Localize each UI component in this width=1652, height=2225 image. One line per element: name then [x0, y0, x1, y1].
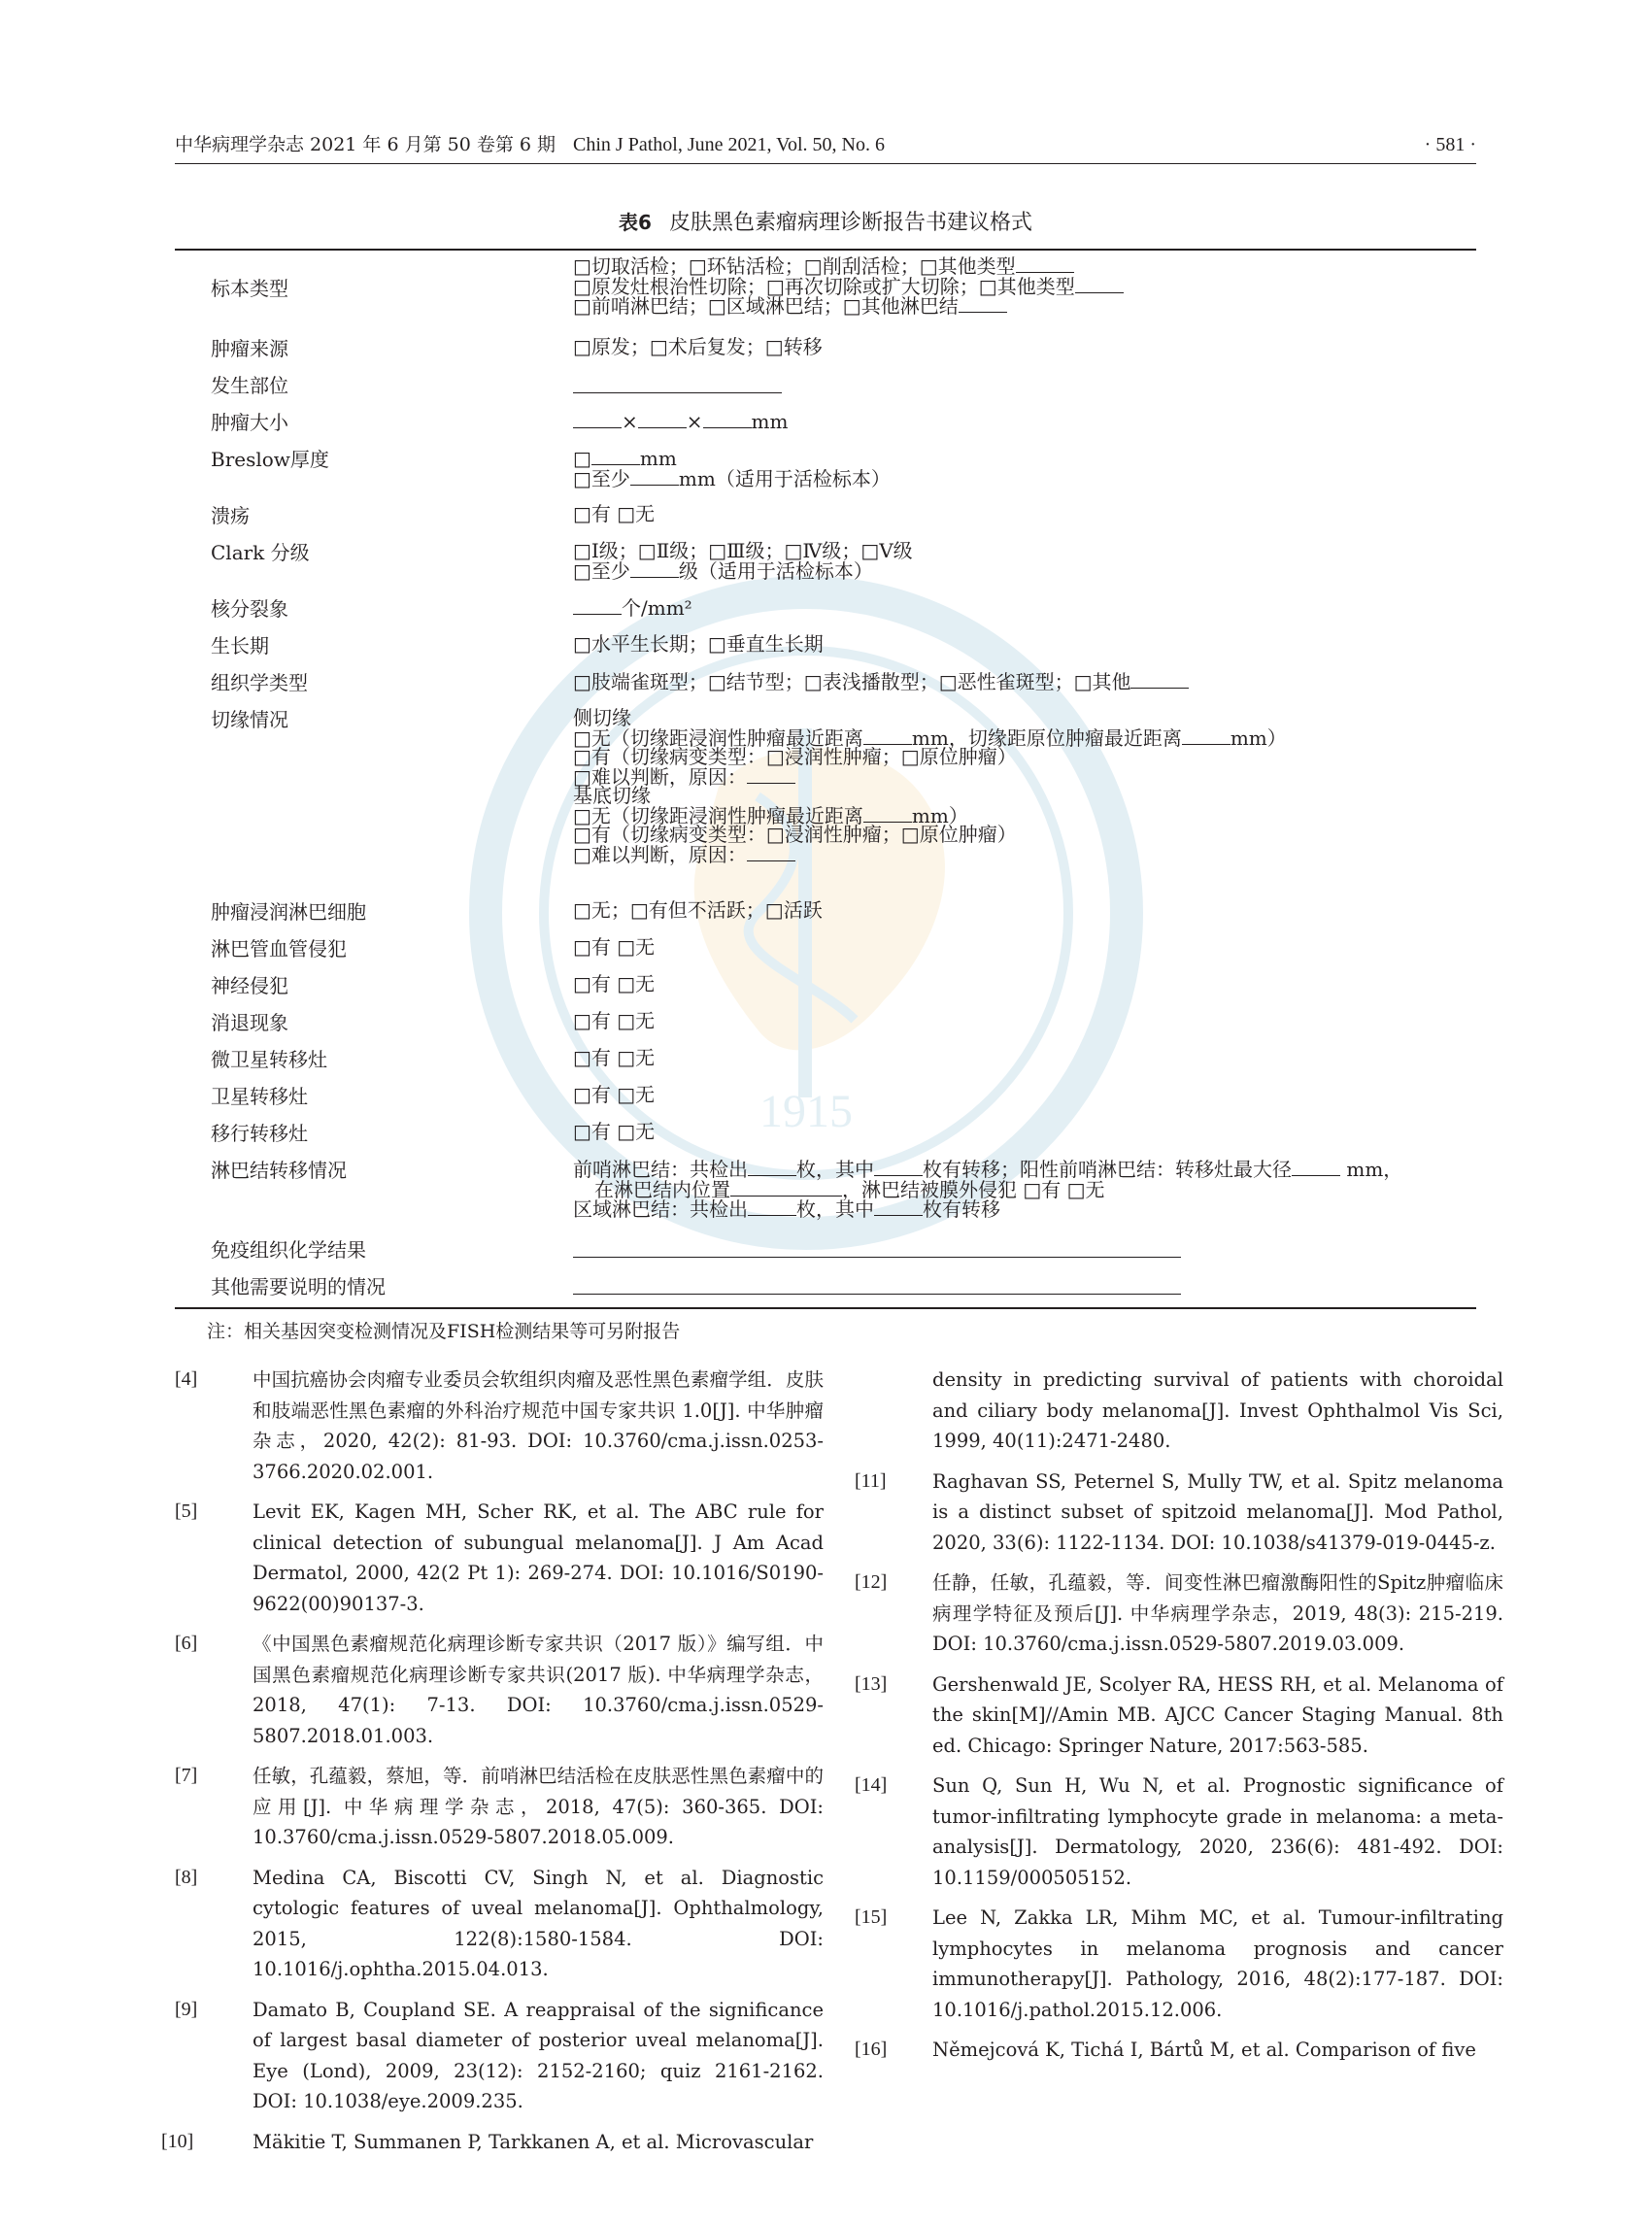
reference-item — [855, 1770, 1503, 1893]
blank — [1130, 672, 1189, 689]
blank — [630, 469, 679, 486]
table-title — [175, 208, 1476, 238]
til-options: □无；□有但不活跃；□活跃 — [573, 898, 823, 922]
lateral-margin-heading: 侧切缘 — [573, 706, 631, 729]
reference-list-left — [161, 1365, 824, 2167]
row-label: 标本类型 — [211, 277, 288, 300]
clark-options: □Ⅰ级；□Ⅱ级；□Ⅲ级；□Ⅳ级；□Ⅴ级 — [573, 539, 913, 562]
reference-item — [855, 1903, 1503, 2025]
text: □无（切缘距浸润性肿瘤最近距离 — [573, 725, 863, 750]
watermark-year: 1915 — [759, 1086, 853, 1137]
reference-item — [855, 1365, 1503, 1457]
row-label: Clark 分级 — [211, 541, 310, 564]
reference-number: [7] — [175, 1765, 198, 1786]
microsat-options: □有 □无 — [573, 1046, 656, 1069]
reference-list-right — [855, 1365, 1503, 2075]
row-label: Breslow厚度 — [211, 448, 329, 471]
row-label: 组织学类型 — [211, 671, 308, 694]
blank — [630, 561, 679, 578]
reference-item — [175, 1497, 824, 1619]
row-label: 移行转移灶 — [211, 1122, 308, 1145]
text: 级（适用于活检标本） — [678, 558, 873, 583]
reference-text: 《中国黑色素瘤规范化病理诊断专家共识（2017 版）》编写组．中国黑色素瘤规范化病理诊断专家共识(2017 版). 中华病理学杂志，2018, 47(1): 7-13. DOI: 10.3760/cma.j.issn.0529-5807.2018.01.003. — [253, 1633, 824, 1747]
unit: mm — [751, 410, 789, 433]
reference-number: [9] — [175, 1998, 198, 2020]
journal-name-cn: 中华病理学杂志 2021 年 6 月第 50 卷第 6 期 — [175, 134, 556, 155]
reference-text: Lee N, Zakka LR, Mihm MC, et al. Tumour-infiltrating lymphocytes in melanoma prognosis and cancer immunotherapy[J]. Pathology, 2016, 48(2):177-187. DOI: 10.1016/j.pathol.2015.12.006. — [932, 1906, 1503, 2021]
row-label: 其他需要说明的情况 — [211, 1275, 386, 1298]
text: □难以判断，原因： — [573, 764, 747, 789]
ulcer-options: □有 □无 — [573, 502, 656, 525]
intransit-options: □有 □无 — [573, 1120, 656, 1143]
blank — [573, 598, 622, 615]
reference-text: 中国抗癌协会肉瘤专业委员会软组织肉瘤及恶性黑色素瘤学组．皮肤和肢端恶性黑色素瘤的外科治疗规范中国专家共识 1.0[J]. 中华肿瘤杂志，2020, 42(2): 81-93. DOI: 10.3760/cma.j.issn.0253-3766.2020.02.001. — [253, 1368, 824, 1483]
reference-item — [161, 2127, 824, 2158]
reference-item — [175, 1365, 824, 1487]
text: 枚有转移；阳性前哨淋巴结：转移灶最大径 — [923, 1158, 1292, 1181]
growth-options: □水平生长期；□垂直生长期 — [573, 632, 824, 656]
times-sign: × — [622, 410, 638, 433]
blank — [863, 806, 912, 823]
row-label: 免疫组织化学结果 — [211, 1238, 366, 1262]
reference-item — [175, 1629, 824, 1751]
row-label: 卫星转移灶 — [211, 1085, 308, 1108]
text: 区域淋巴结：共检出 — [573, 1197, 748, 1221]
reference-text: 任敏，孔蕴毅，蔡旭，等．前哨淋巴结活检在皮肤恶性黑色素瘤中的应用[J]. 中华病理学杂志，2018, 47(5): 360-365. DOI: 10.3760/cma.j.issn.0529-5807.2018.05.009. — [253, 1765, 824, 1848]
reference-number: [5] — [175, 1500, 198, 1522]
text: mm， — [1340, 1158, 1403, 1181]
blank — [959, 296, 1007, 313]
blank — [703, 412, 752, 428]
reference-number: [14] — [855, 1774, 888, 1796]
lvi-options: □有 □无 — [573, 935, 656, 959]
blank — [591, 449, 640, 465]
reference-item — [855, 1568, 1503, 1660]
text: mm） — [1230, 725, 1287, 750]
reference-text: Raghavan SS, Peternel S, Mully TW, et al. Spitz melanoma is a distinct subset of spitzoid melanoma[J]. Mod Pathol, 2020, 33(6): 1122-1134. DOI: 10.1038/s41379-019-0445-z. — [932, 1469, 1503, 1554]
blank — [1016, 256, 1074, 273]
text: mm） — [911, 803, 968, 827]
satellite-options: □有 □无 — [573, 1083, 656, 1106]
text: □难以判断，原因： — [573, 842, 747, 866]
lateral-margin-positive: □有（切缘病变类型：□浸润性肿瘤；□原位肿瘤） — [573, 745, 1017, 768]
text: □至少 — [573, 466, 630, 490]
reference-text: Damato B, Coupland SE. A reappraisal of the significance of largest basal diameter of posterior uveal melanoma[J]. Eye (Lond), 2009, 23(12): 2152-2160; quiz 2161-2162. DOI: 10.1038/eye.2009.235. — [253, 1998, 824, 2112]
reference-number: [13] — [855, 1672, 888, 1695]
pni-options: □有 □无 — [573, 972, 656, 995]
base-margin-positive: □有（切缘病变类型：□浸润性肿瘤；□原位肿瘤） — [573, 823, 1017, 846]
text: ，淋巴结被膜外侵犯 □有 □无 — [842, 1177, 1105, 1201]
text: 前哨淋巴结：共检出 — [573, 1158, 748, 1181]
reference-item — [175, 1863, 824, 1985]
base-margin-heading: 基底切缘 — [573, 784, 651, 807]
blank — [730, 1180, 842, 1197]
reference-text: Gershenwald JE, Scolyer RA, HESS RH, et al. Melanoma of the skin[M]//Amin MB. AJCC Cancer Staging Manual. 8th ed. Chicago: Springer Nature, 2017:563-585. — [932, 1672, 1503, 1757]
specimen-options-1: □切取活检；□环钻活检；□削刮活检；□其他类型 — [573, 254, 1016, 278]
reference-item — [175, 1761, 824, 1853]
page-number: · 581 · — [1424, 134, 1476, 155]
reference-item — [855, 2035, 1503, 2066]
reference-item — [855, 1466, 1503, 1559]
reference-number: [6] — [175, 1633, 198, 1654]
blank — [573, 1294, 1181, 1295]
text: mm，切缘距原位肿瘤最近距离 — [911, 725, 1182, 750]
histology-options: □肢端雀斑型；□结节型；□表浅播散型；□恶性雀斑型；□其他 — [573, 670, 1131, 693]
row-label: 核分裂象 — [211, 597, 288, 621]
table-note: 注：相关基因突变检测情况及FISH检测结果等可另附报告 — [207, 1321, 681, 1342]
row-label: 溃疡 — [211, 504, 250, 527]
text: 枚有转移 — [923, 1197, 1000, 1221]
reference-number: [10] — [161, 2130, 194, 2152]
reference-item — [855, 1669, 1503, 1762]
unit: mm — [639, 447, 677, 470]
blank — [1075, 277, 1124, 293]
blank — [573, 392, 782, 393]
row-label: 肿瘤来源 — [211, 337, 288, 360]
reference-number: [11] — [855, 1469, 887, 1492]
source-options: □原发；□术后复发；□转移 — [573, 335, 823, 358]
unit: 个/mm² — [622, 596, 692, 620]
blank — [573, 1257, 1181, 1258]
reference-number: [15] — [855, 1906, 888, 1928]
row-label: 肿瘤大小 — [211, 411, 288, 434]
row-label: 淋巴结转移情况 — [211, 1159, 347, 1182]
reference-number: [4] — [175, 1368, 198, 1390]
text: □无（切缘距浸润性肿瘤最近距离 — [573, 803, 863, 827]
blank — [638, 412, 687, 428]
specimen-options-2: □原发灶根治性切除；□再次切除或扩大切除；□其他类型 — [573, 274, 1075, 298]
blank — [747, 767, 795, 784]
reference-text: density in predicting survival of patients with choroidal and ciliary body melanoma[J]. Invest Ophthalmol Vis Sci, 1999, 40(11):2471-2480. — [932, 1368, 1503, 1452]
table-caption: 皮肤黑色素瘤病理诊断报告书建议格式 — [668, 211, 1032, 235]
reference-text: 任静，任敏，孔蕴毅，等．间变性淋巴瘤激酶阳性的Spitz肿瘤临床病理学特征及预后[J]. 中华病理学杂志，2019, 48(3): 215-219. DOI: 10.3760/cma.j.issn.0529-5807.2019.03.009. — [932, 1571, 1503, 1655]
reference-text: Němejcová K, Tichá I, Bártů M, et al. Comparison of five — [932, 2039, 1476, 2061]
row-label: 生长期 — [211, 634, 269, 657]
row-label: 消退现象 — [211, 1011, 288, 1034]
checkbox: □ — [573, 447, 591, 470]
regression-options: □有 □无 — [573, 1009, 656, 1032]
table-number: 表6 — [619, 211, 652, 234]
row-label: 发生部位 — [211, 374, 288, 397]
reference-text: Mäkitie T, Summanen P, Tarkkanen A, et al. Microvascular — [253, 2130, 814, 2153]
journal-name-en: Chin J Pathol, June 2021, Vol. 50, No. 6 — [573, 134, 885, 155]
text: 枚，其中 — [796, 1158, 874, 1181]
running-header — [175, 130, 1476, 164]
row-label: 肿瘤浸润淋巴细胞 — [211, 900, 366, 924]
blank — [747, 845, 795, 861]
text: 在淋巴结内位置 — [594, 1177, 730, 1201]
row-label: 神经侵犯 — [211, 974, 288, 997]
blank — [748, 1199, 796, 1216]
blank — [874, 1199, 923, 1216]
text: mm（适用于活检标本） — [678, 466, 891, 490]
row-label: 切缘情况 — [211, 708, 288, 731]
blank — [863, 728, 912, 745]
text: 枚，其中 — [796, 1197, 874, 1221]
reference-number: [12] — [855, 1571, 888, 1593]
reference-text: Medina CA, Biscotti CV, Singh N, et al. Diagnostic cytologic features of uveal melanoma[J]. Ophthalmology, 2015, 122(8):1580-1584. DOI: 10.1016/j.ophtha.2015.04.013. — [253, 1866, 824, 1980]
reference-text: Levit EK, Kagen MH, Scher RK, et al. The ABC rule for clinical detection of subungual melanoma[J]. J Am Acad Dermatol, 2000, 42(2 Pt 1): 269-274. DOI: 10.1016/S0190-9622(00)90137-3. — [253, 1500, 824, 1615]
specimen-options-3: □前哨淋巴结；□区域淋巴结；□其他淋巴结 — [573, 294, 959, 318]
blank — [573, 412, 622, 428]
row-label: 微卫星转移灶 — [211, 1048, 327, 1071]
blank — [1182, 728, 1231, 745]
blank — [1292, 1160, 1340, 1176]
reference-item — [175, 1995, 824, 2117]
blank — [748, 1160, 796, 1176]
reference-number: [16] — [855, 2039, 888, 2060]
text: □至少 — [573, 558, 630, 583]
reference-number: [8] — [175, 1866, 198, 1888]
reference-text: Sun Q, Sun H, Wu N, et al. Prognostic significance of tumor-infiltrating lymphocyte grade in melanoma: a meta-analysis[J]. Dermatology, 2020, 236(6): 481-492. DOI: 10.1159/000505152. — [932, 1774, 1503, 1889]
times-sign: × — [686, 410, 703, 433]
row-label: 淋巴管血管侵犯 — [211, 937, 347, 961]
report-form-table — [175, 249, 1476, 1309]
blank — [874, 1160, 923, 1176]
